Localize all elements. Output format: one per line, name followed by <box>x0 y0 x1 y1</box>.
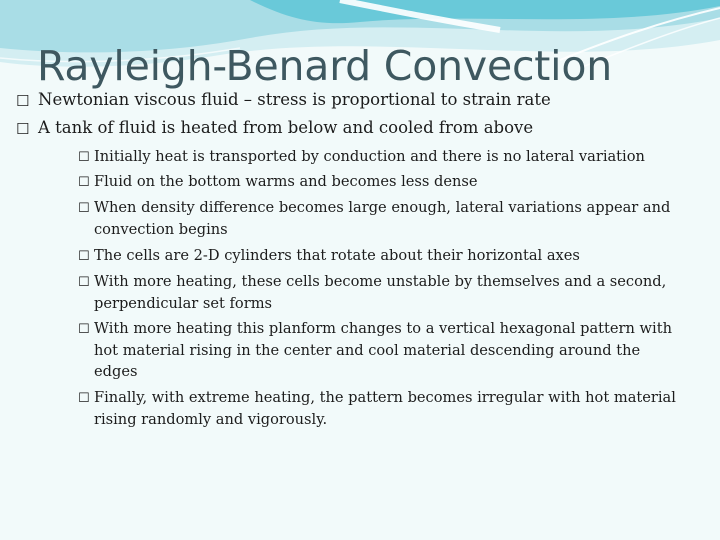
sub-bullet-text: Initially heat is transported by conduction and there is no lateral variation <box>94 148 645 165</box>
sub-bullet-text: With more heating, these cells become unstable by themselves and a second, perpendicular set forms <box>94 273 667 312</box>
bullet-text: A tank of fluid is heated from below and cooled from above <box>38 118 534 137</box>
sub-bullet-text: Fluid on the bottom warms and becomes less dense <box>94 173 478 190</box>
bullet-checkbox-icon: ☐ <box>78 322 90 337</box>
bullet-checkbox-icon: ☐ <box>16 120 30 138</box>
sub-bullet-item <box>78 271 688 314</box>
bullet-checkbox-icon: ☐ <box>78 175 90 190</box>
sub-bullet-text: Finally, with extreme heating, the pattern becomes irregular with hot material rising randomly and vigorously. <box>94 389 676 428</box>
bullet-checkbox-icon: ☐ <box>16 92 30 110</box>
sub-bullet-item <box>78 318 688 383</box>
bullet-checkbox-icon: ☐ <box>78 391 90 406</box>
sub-bullet-item <box>78 146 688 168</box>
sub-bullet-text: When density difference becomes large enough, lateral variations appear and convection begins <box>94 199 671 238</box>
sub-bullet-item <box>78 171 688 193</box>
sub-bullet-item <box>78 197 688 240</box>
bullet-text: Newtonian viscous fluid – stress is proportional to strain rate <box>38 90 551 109</box>
bullet-checkbox-icon: ☐ <box>78 275 90 290</box>
sub-bullet-item <box>78 245 688 267</box>
bullet-checkbox-icon: ☐ <box>78 249 90 264</box>
bullet-checkbox-icon: ☐ <box>78 201 90 216</box>
slide-title: Rayleigh-Benard Convection <box>37 42 613 90</box>
bullet-item <box>16 117 686 139</box>
bullet-checkbox-icon: ☐ <box>78 150 90 165</box>
sub-bullet-text: The cells are 2-D cylinders that rotate about their horizontal axes <box>94 247 580 264</box>
sub-bullet-item <box>78 387 688 430</box>
sub-bullet-text: With more heating this planform changes to a vertical hexagonal pattern with hot material rising in the center and cool material descending around the edges <box>94 320 672 380</box>
bullet-item <box>16 89 686 111</box>
